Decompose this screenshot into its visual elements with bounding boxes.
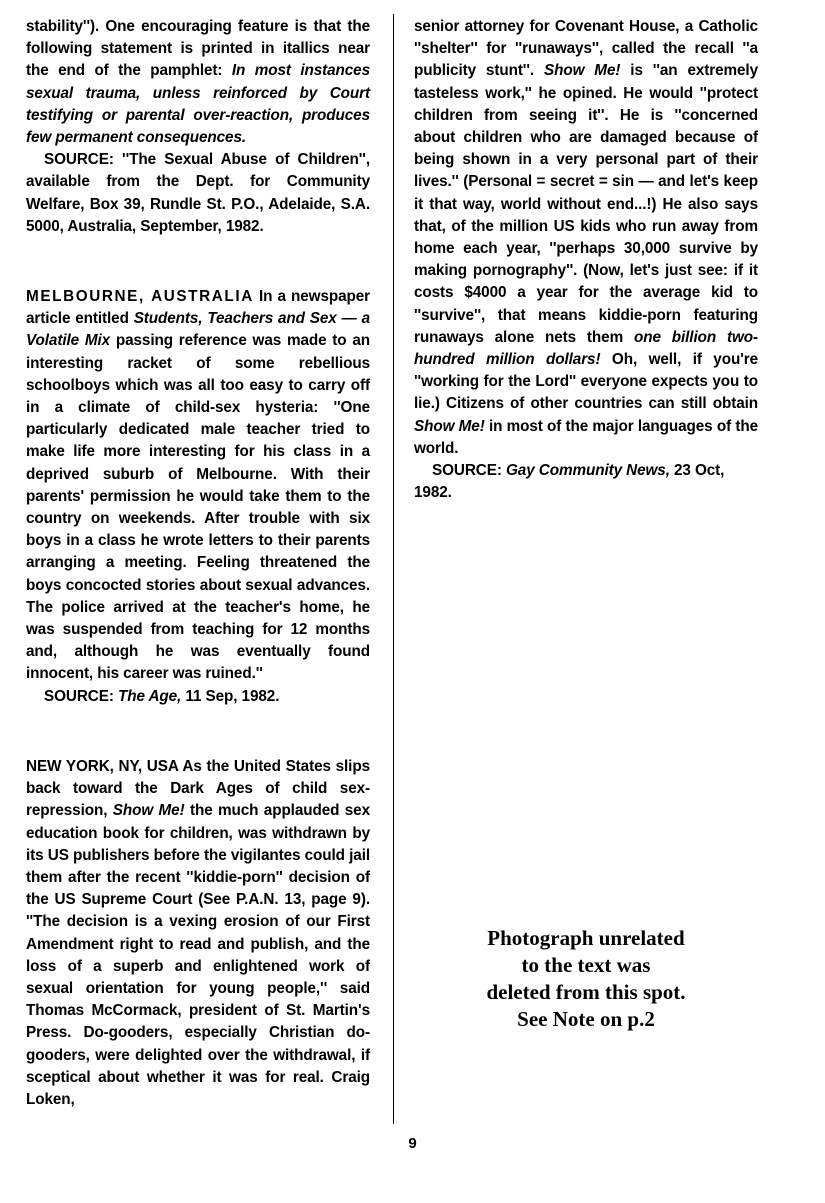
source-text: ''The Sexual Abuse of Children'', available from the Dept. for Community Welfare, Box 39, Rundle St. P.O., Adelaide, S.A. 5000, Australia, September, 1982.: [26, 151, 370, 235]
paragraph-body: [26, 756, 370, 1111]
source-label: SOURCE:: [44, 687, 114, 705]
body-text-3: Oh, well, if you're ''working for the Lord'' everyone expects you to lie.) Citizens of other countries can still obtain: [414, 351, 758, 413]
story-melbourne-australia: [26, 286, 370, 708]
photo-notice-line-4: See Note on p.2: [517, 1007, 655, 1031]
story-new-york-continued: [414, 16, 758, 504]
story-kicker-new-york: NEW YORK, NY, USA: [26, 757, 179, 775]
body-text-pre: As the United States slips back toward the Dark Ages of child sex-repression,: [26, 757, 370, 820]
body-text: stability''). One encouraging feature is that the following statement is printed in itallics near the end of the pamphlet:: [26, 18, 370, 80]
body-text-4: in most of the major languages of the world.: [414, 417, 758, 457]
book-title-italic-2: Show Me!: [414, 417, 485, 435]
left-column: [26, 16, 370, 1111]
source-italic: The Age,: [118, 687, 182, 705]
source-tail: 23 Oct, 1982.: [414, 462, 725, 502]
paragraph-body: [414, 16, 758, 460]
paragraph-body: [26, 16, 370, 149]
body-text-italic: In most instances sexual trauma, unless reinforced by Court testifying or parental over-reaction, produces few permanent consequences.: [26, 62, 370, 147]
paragraph-body: [26, 286, 370, 686]
body-text-post: passing reference was made to an interesting racket of some rebellious schoolboys which was all too easy to carry off in a climate of child-sex hysteria: ''One particularly dedicated male teacher tried to make life more interesting for his class in a deprived suburb of Melbourne. With their parents' permission he would take them to the country on weekends. After trouble with six boys in a class he wrote letters to their parents arranging a meeting. Feeling threatened the boys concocted stories about sexual advances. The police arrived at the teacher's home, he was suspended from teaching for 12 months and, although he was eventually found innocent, his career was ruined.'': [26, 332, 370, 683]
body-text-1: senior attorney for Covenant House, a Catholic ''shelter'' for ''runaways'', called the recall ''a publicity stunt''.: [414, 18, 758, 80]
right-column: [414, 16, 758, 504]
paragraph-source: [26, 149, 370, 238]
photo-notice-line-1: Photograph unrelated: [487, 926, 685, 950]
story-gap: [26, 730, 370, 756]
photo-notice-line-2: to the text was: [521, 953, 651, 977]
story-new-york-ny-usa: [26, 756, 370, 1111]
book-title-italic-1: Show Me!: [543, 62, 621, 80]
story-kicker-melbourne: MELBOURNE, AUSTRALIA: [26, 288, 254, 306]
story-adelaide-continued: [26, 16, 370, 238]
article-title-italic: Students, Teachers and Sex — a Volatile Mix: [26, 310, 371, 350]
paragraph-source: [26, 686, 370, 708]
column-divider: [393, 14, 394, 1124]
page-number: 9: [408, 1135, 417, 1152]
source-label: SOURCE:: [44, 151, 114, 169]
source-italic: Gay Community News,: [506, 462, 670, 480]
paragraph-source: [414, 460, 758, 504]
photo-deleted-notice: [414, 925, 758, 1033]
source-tail: 11 Sep, 1982.: [181, 687, 280, 705]
emphasis-italic: one billion two-hundred million dollars!: [414, 328, 758, 369]
photo-notice-line-3: deleted from this spot.: [486, 980, 686, 1004]
book-title-italic: Show Me!: [112, 802, 185, 820]
source-label: SOURCE:: [432, 462, 502, 480]
body-text-post: the much applauded sex education book for children, was withdrawn by its US publishers before the vigilantes could jail them after the recent ''kiddie-porn'' decision of the US Supreme Court (See P.A.N. 13, page 9). ''The decision is a vexing erosion of our First Amendment right to read and publish, and the loss of a superb and enlightened work of sexual orientation for young people,'' said Thomas McCormack, president of St. Martin's Press. Do-gooders, especially Christian do-gooders, were delighted over the withdrawal, if sceptical about whether it was for real. Craig Loken,: [26, 802, 370, 1108]
body-text-2: is ''an extremely tasteless work,'' he opined. He would ''protect children from seeing it''. He is ''concerned about children who are damaged because of being shown in a very personal part of their lives.'' (Personal = secret = sin — and let's keep it that way, world without end...!) He also says that, of the million US kids who run away from home each year, ''perhaps 30,000 survive by making pornography''. (Now, let's just see: if it costs $4000 a year for the average kid to ''survive'', that means kiddie-porn featuring runaways alone nets them: [414, 62, 758, 346]
body-text-pre: In a newspaper article entitled: [26, 288, 371, 328]
story-gap: [26, 260, 370, 286]
